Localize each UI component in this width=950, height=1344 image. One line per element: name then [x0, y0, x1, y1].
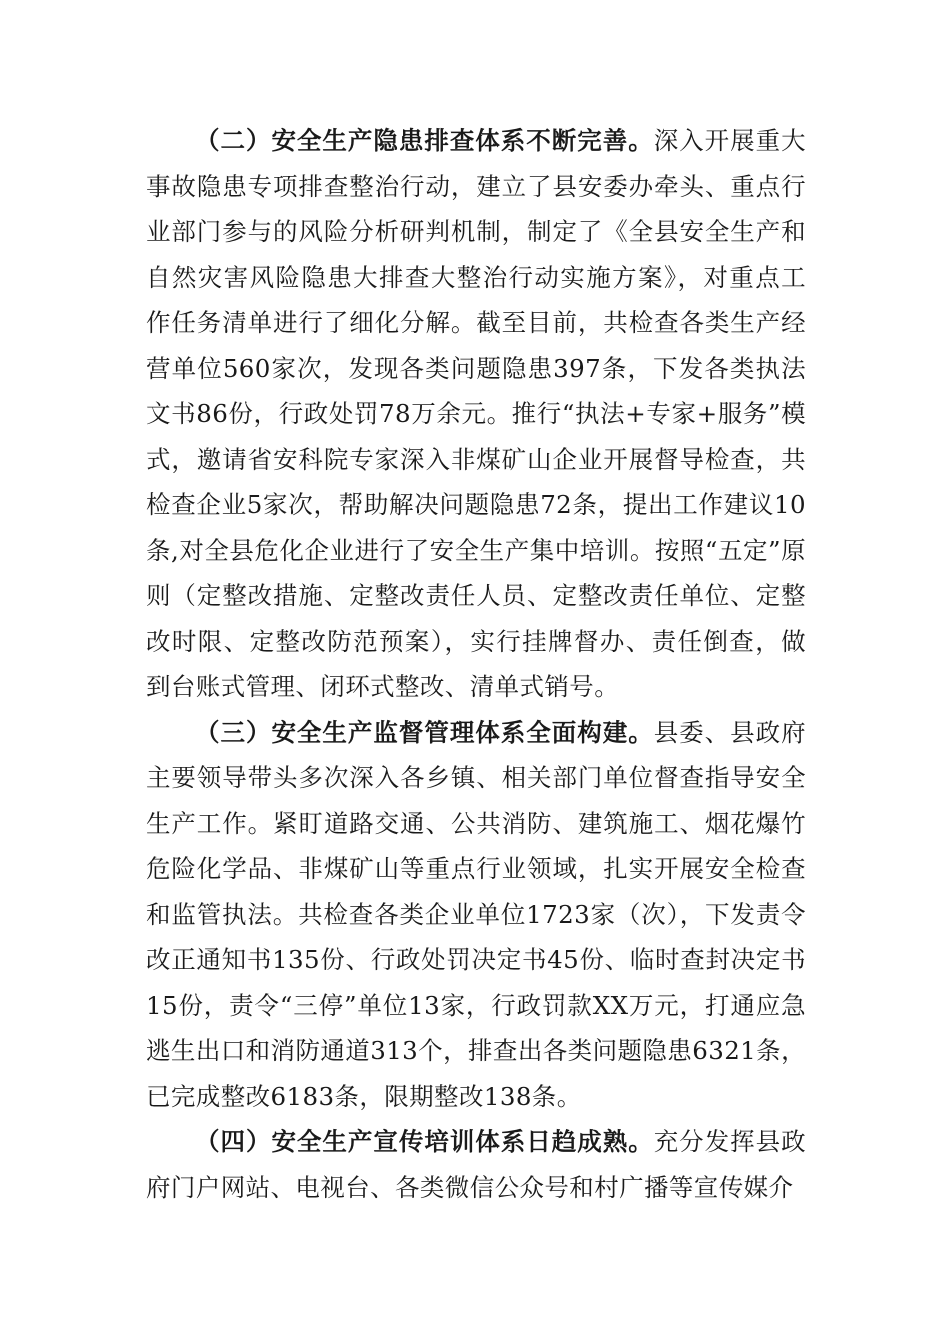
paragraph-section-4 — [146, 1119, 806, 1210]
paragraph-text: 充分发挥县政府门户网站、电视台、各类微信公众号和村广播等宣传媒介 — [146, 1127, 806, 1202]
section-heading: （四）安全生产宣传培训体系日趋成熟。 — [195, 1127, 654, 1156]
paragraph-section-3 — [146, 710, 806, 1120]
paragraph-text: 县委、县政府主要领导带头多次深入各乡镇、相关部门单位督查指导安全生产工作。紧盯道路交通、公共消防、建筑施工、烟花爆竹危险化学品、非煤矿山等重点行业领域，扎实开展安全检查和监管执法。共检查各类企业单位1723家（次），下发责令改正通知书135份、行政处罚决定书45份、临时查封决定书15份，责令“三停”单位13家，行政罚款XX万元，打通应急逃生出口和消防通道313个，排查出各类问题隐患6321条，已完成整改6183条，限期整改138条。 — [146, 717, 806, 1111]
paragraph-text: 深入开展重大事故隐患专项排查整治行动，建立了县安委办牵头、重点行业部门参与的风险分析研判机制，制定了《全县安全生产和自然灾害风险隐患大排查大整治行动实施方案》，对重点工作任务清单进行了细化分解。截至目前，共检查各类生产经营单位560家次，发现各类问题隐患397条，下发各类执法文书86份，行政处罚78万余元。推行“执法+专家+服务”模式，邀请省安科院专家深入非煤矿山企业开展督导检查，共检查企业5家次，帮助解决问题隐患72条，提出工作建议10条,对全县危化企业进行了安全生产集中培训。按照“五定”原则（定整改措施、定整改责任人员、定整改责任单位、定整改时限、定整改防范预案），实行挂牌督办、责任倒查，做到台账式管理、闭环式整改、清单式销号。 — [146, 126, 806, 701]
paragraph-section-2 — [146, 118, 806, 710]
section-heading: （三）安全生产监督管理体系全面构建。 — [195, 717, 654, 747]
document-body — [146, 118, 806, 1210]
section-heading: （二）安全生产隐患排查体系不断完善。 — [195, 126, 654, 155]
